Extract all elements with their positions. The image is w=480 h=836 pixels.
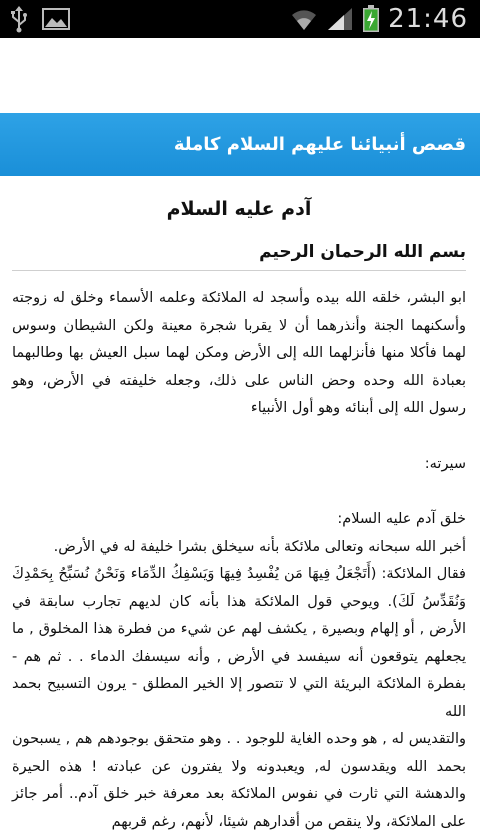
article-body	[12, 285, 466, 836]
app-title: قصص أنبيائنا عليهم السلام كاملة	[173, 134, 466, 155]
blank-area	[0, 38, 480, 113]
status-left	[0, 6, 70, 32]
story-line: والتقديس له , هو وحده الغاية للوجود . . وهو متحقق بوجودهم هم , يسبحون بحمد الله ويقدسون له, ويعبدونه ولا يفترون عن عبادته ! هذه الحيرة والدهشة التي ثارت في نفوس الملائكة بعد معرفة خبر خلق آدم.. أمر جائز على الملائكة، ولا ينقص من أقدارهم شيئا، لأنهم، رغم قربهم	[12, 731, 466, 830]
story-line: أخبر الله سبحانه وتعالى ملائكة بأنه سيخلق بشرا خليفة له في الأرض.	[53, 538, 466, 555]
wifi-icon	[290, 7, 318, 31]
article-scroll-view[interactable]	[0, 176, 480, 830]
spacer	[12, 423, 466, 451]
subsection-label: خلق آدم عليه السلام:	[337, 511, 466, 527]
spacer	[12, 478, 466, 506]
title-bar	[0, 113, 480, 176]
image-icon	[42, 8, 70, 30]
status-bar	[0, 0, 480, 38]
intro-paragraph: ابو البشر، خلقه الله بيده وأسجد له الملائكة وعلمه الأسماء وخلق له زوجته وأسكنهما الجنة وأنذرهما أن لا يقربا شجرة معينة ولكن الشيطان وسوس لهما فأكلا منها فأنزلهما الله إلى الأرض ومكن لهما سبل العيش بها وطالبهما بعبادة الله وحده وحض الناس على ذلك، وجعله خليفته في الأرض، وهو رسول الله إلى أبنائه وهو أول الأنبياء	[12, 290, 466, 416]
status-right	[290, 4, 480, 34]
story-line: فقال الملائكة: (أَتَجْعَلُ فِيهَا مَن يُفْسِدُ فِيهَا وَيَسْفِكُ الدِّمَاء وَنَحْنُ نُسَبِّحُ بِحَمْدِكَ وَنُقَدِّسُ لَكَ). ويوحي قول الملائكة هذا بأنه كان لديهم تجارب سابقة في الأرض , أو إلهام وبصيرة , يكشف لهم عن شيء من فطرة هذا المخلوق , ما يجعلهم يتوقعون أنه سيفسد في الأرض , وأنه سيسفك الدماء . . ثم هم - بفطرة الملائكة البريئة التي لا تتصور إلا الخير المطلق - يرون التسبيح بحمد الله	[12, 566, 466, 720]
battery-charging-icon	[362, 5, 380, 33]
chapter-title: آدم عليه السلام	[166, 198, 312, 220]
signal-icon	[326, 6, 354, 32]
section-label: سيرته:	[424, 455, 466, 472]
clock: 21:46	[388, 4, 468, 34]
usb-icon	[10, 6, 28, 32]
basmala-heading: بسم الله الرحمان الرحيم	[12, 242, 466, 271]
